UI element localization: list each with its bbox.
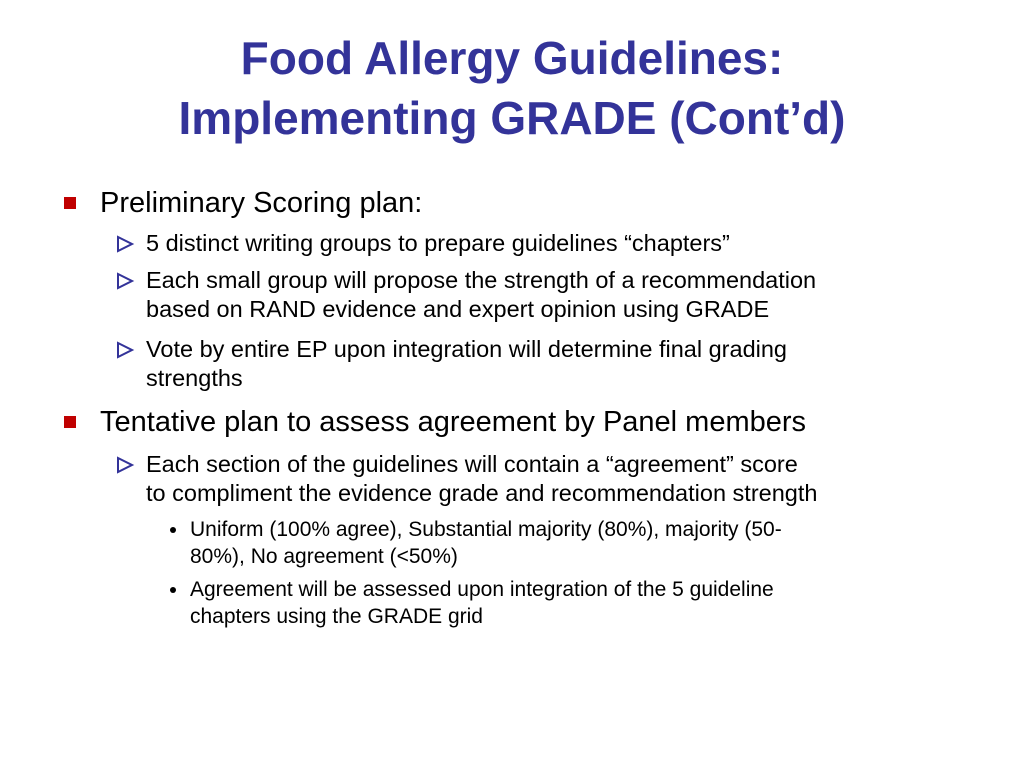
section-2-bullet [62,406,806,438]
red-square-bullet-icon [62,187,100,219]
section-2-label: Tentative plan to assess agreement by Panel members [100,406,807,438]
slide-title-line-2: Implementing GRADE (Cont’d) [178,92,846,144]
section-2-subitem-1-text: Uniform (100% agree), Substantial majority (80%), majority (50- 80%), No agreement (<50%) [190,518,782,568]
slide-title [0,28,1024,148]
arrow-bullet-icon [116,335,146,364]
dot-bullet-icon [168,516,190,543]
arrow-bullet-icon [116,229,146,258]
section-1-label: Preliminary Scoring plan: [100,187,423,219]
arrow-bullet-icon [116,450,146,479]
section-1-item-2 [116,266,976,324]
slide-title-line-1: Food Allergy Guidelines: [240,32,784,84]
dot-bullet-icon [168,576,190,603]
arrow-bullet-icon [116,266,146,295]
section-1-item-3 [116,335,976,393]
section-2-subitem-2 [168,576,928,630]
section-1-item-3-text: Vote by entire EP upon integration will determine final grading strengths [146,336,787,391]
section-1-item-1-text: 5 distinct writing groups to prepare guidelines “chapters” [146,230,730,256]
section-2-subitem-2-text: Agreement will be assessed upon integration of the 5 guideline chapters using the GRADE grid [190,578,774,628]
red-square-bullet-icon [62,406,100,438]
section-1-item-2-text: Each small group will propose the strength of a recommendation based on RAND evidence and expert opinion using GRADE [146,267,817,322]
section-2-subitem-1 [168,516,928,570]
section-2-item-1-text: Each section of the guidelines will contain a “agreement” score to compliment the evidence grade and recommendation strength [146,451,818,506]
section-1-item-1 [116,229,976,258]
section-1-bullet [62,187,422,219]
section-2-item-1 [116,450,976,508]
